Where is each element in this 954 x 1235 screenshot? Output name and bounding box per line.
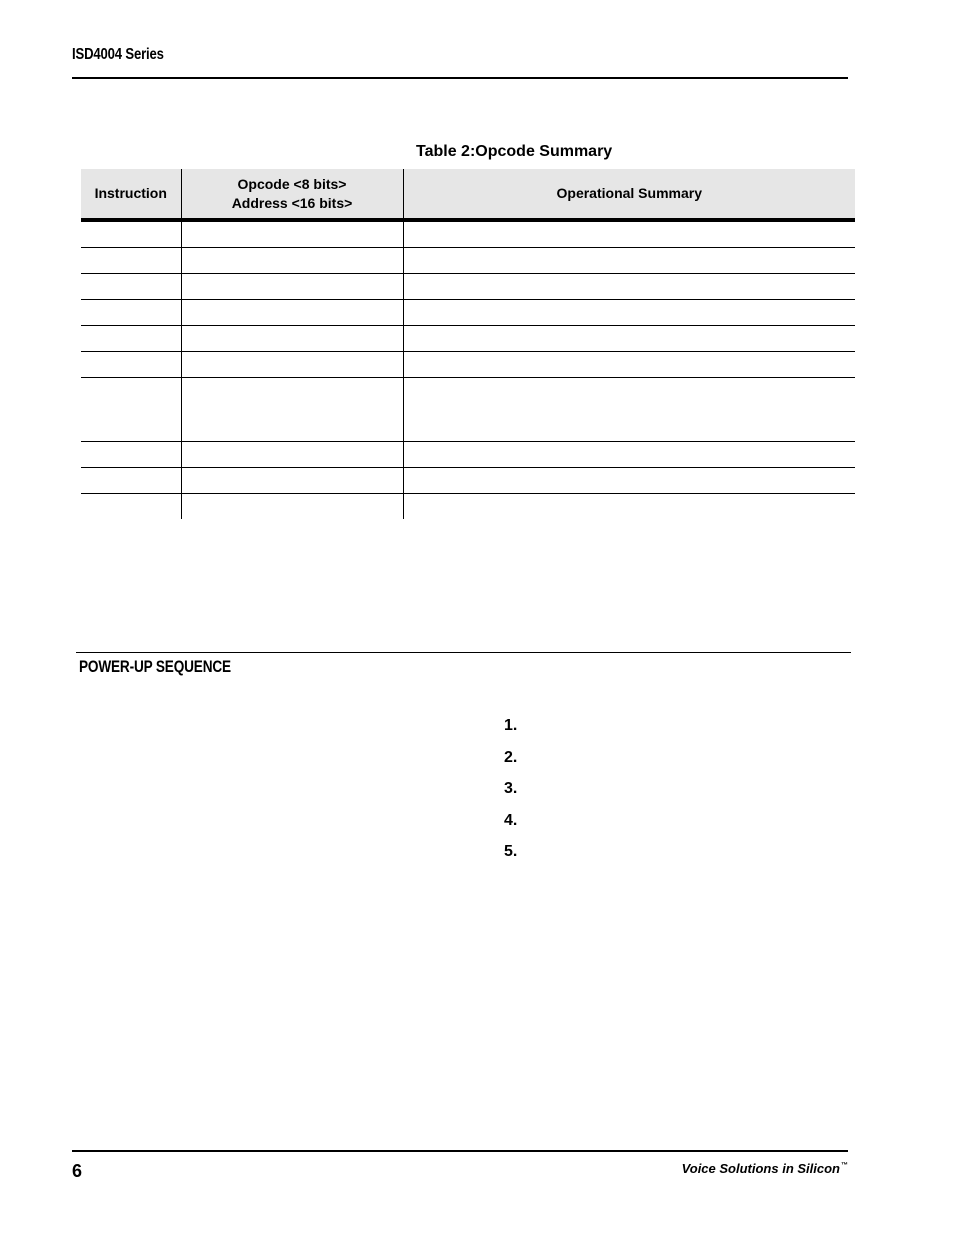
instruction-cell	[81, 220, 181, 248]
summary-cell	[403, 378, 855, 442]
list-item: 3.	[504, 780, 518, 797]
header-rule	[72, 77, 848, 79]
instruction-cell	[81, 248, 181, 274]
opcode-summary-table	[81, 169, 855, 519]
opcode-cell	[181, 468, 403, 494]
opcode-cell	[181, 378, 403, 442]
summary-cell	[403, 300, 855, 326]
list-item: 2.	[504, 748, 518, 766]
summary-cell	[403, 468, 855, 494]
opcode-cell	[181, 494, 403, 520]
instruction-cell	[81, 378, 181, 442]
footer-rule	[72, 1150, 848, 1152]
table-row	[81, 378, 855, 442]
instruction-cell	[81, 274, 181, 300]
instruction-cell	[81, 300, 181, 326]
opcode-cell	[181, 352, 403, 378]
summary-cell	[403, 326, 855, 352]
footer-tagline-text: Voice Solutions in Silicon	[681, 1161, 840, 1176]
instruction-cell	[81, 442, 181, 468]
section-rule	[76, 652, 851, 653]
table-header-row	[81, 169, 855, 220]
column-header-opcode-line1: Opcode <8 bits>	[237, 175, 347, 192]
summary-cell	[403, 248, 855, 274]
summary-cell	[403, 442, 855, 468]
table-row	[81, 352, 855, 378]
table-row	[81, 248, 855, 274]
opcode-cell	[181, 300, 403, 326]
list-item: 1.	[504, 717, 518, 734]
section-heading: POWER-UP SEQUENCE	[79, 657, 231, 676]
summary-cell	[403, 494, 855, 520]
instruction-cell	[81, 468, 181, 494]
page-number: 6	[72, 1161, 83, 1181]
table-row	[81, 326, 855, 352]
opcode-cell	[181, 248, 403, 274]
column-header-opcode	[181, 169, 403, 220]
table-row	[81, 220, 855, 248]
summary-cell	[403, 274, 855, 300]
instruction-cell	[81, 494, 181, 520]
table-row	[81, 300, 855, 326]
power-up-steps-list	[504, 716, 517, 874]
trademark-symbol: ™	[841, 1162, 848, 1169]
opcode-cell	[181, 442, 403, 468]
opcode-cell	[181, 326, 403, 352]
column-header-summary: Operational Summary	[403, 169, 855, 220]
opcode-cell	[181, 274, 403, 300]
list-item: 5.	[504, 843, 518, 860]
instruction-cell	[81, 326, 181, 352]
table-row	[81, 274, 855, 300]
summary-cell	[403, 220, 855, 248]
footer-tagline	[682, 1161, 848, 1176]
table-row	[81, 442, 855, 468]
list-item: 4.	[504, 811, 518, 829]
summary-cell	[403, 352, 855, 378]
table-caption: Table 2:Opcode Summary	[416, 143, 613, 160]
opcode-cell	[181, 220, 403, 248]
instruction-cell	[81, 352, 181, 378]
column-header-opcode-line2: Address <16 bits>	[231, 194, 353, 211]
document-header-title: ISD4004 Series	[72, 46, 164, 63]
table-row	[81, 494, 855, 520]
column-header-instruction: Instruction	[81, 169, 181, 220]
table-row	[81, 468, 855, 494]
